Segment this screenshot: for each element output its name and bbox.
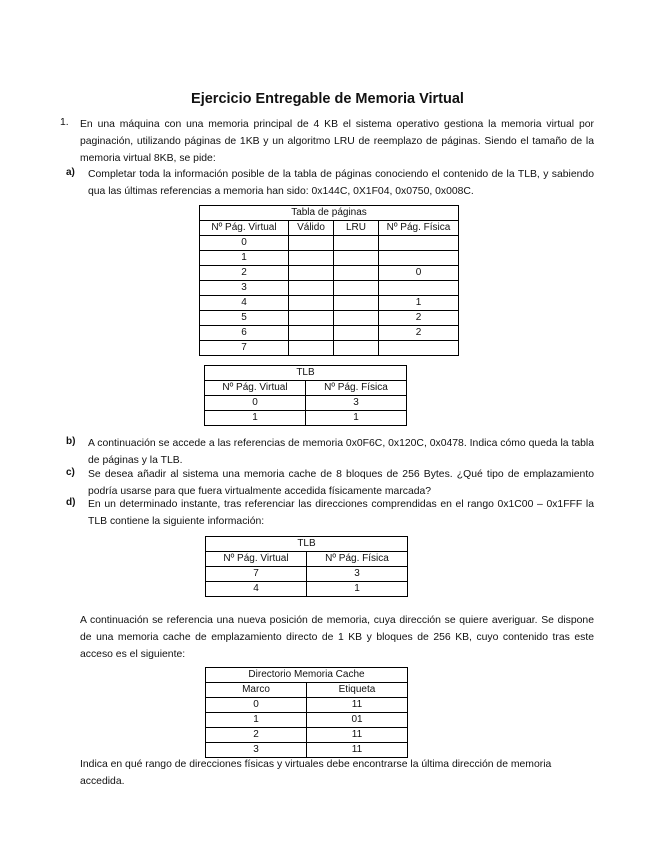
- item-d-text: En un determinado instante, tras referenciar las direcciones comprendidas en el rango 0x1C00 – 0x1FFF la TLB contiene la siguiente información:: [88, 499, 594, 527]
- tlb-header: Nº Pág. Virtual: [205, 381, 306, 396]
- cell-valid: [289, 296, 334, 311]
- cell-lru: [334, 311, 379, 326]
- cell-frame: 1: [206, 713, 307, 728]
- cache-header-row: [206, 683, 408, 698]
- page-table-row: [200, 281, 459, 296]
- cell-valid: [289, 236, 334, 251]
- page-table-row: [200, 266, 459, 281]
- cell-virtual-page: 5: [200, 311, 289, 326]
- page-table-row: [200, 311, 459, 326]
- cell-tag: 01: [307, 713, 408, 728]
- cell-virtual-page: 7: [206, 567, 307, 582]
- tlb-title: TLB: [206, 537, 408, 552]
- item-c-label: c): [66, 467, 75, 478]
- cell-physical-page: 2: [379, 311, 459, 326]
- cell-physical-page: 1: [307, 582, 408, 597]
- cell-valid: [289, 251, 334, 266]
- cell-virtual-page: 7: [200, 341, 289, 356]
- cell-frame: 3: [206, 743, 307, 758]
- cell-valid: [289, 341, 334, 356]
- cell-frame: 2: [206, 728, 307, 743]
- page-table-header-row: [200, 221, 459, 236]
- cell-frame: 0: [206, 698, 307, 713]
- page-table-header: LRU: [334, 221, 379, 236]
- tlb-row: [206, 582, 408, 597]
- tlb-row: [205, 396, 407, 411]
- cache-title: Directorio Memoria Cache: [206, 668, 408, 683]
- cell-lru: [334, 236, 379, 251]
- tlb-header: Nº Pág. Física: [307, 552, 408, 567]
- page-table-row: [200, 296, 459, 311]
- question-number: 1.: [60, 117, 69, 128]
- item-d-label: d): [66, 497, 76, 508]
- tlb-title: TLB: [205, 366, 407, 381]
- cell-virtual-page: 0: [205, 396, 306, 411]
- cell-physical-page: [379, 236, 459, 251]
- cell-lru: [334, 251, 379, 266]
- cell-physical-page: [379, 341, 459, 356]
- cache-header: Marco: [206, 683, 307, 698]
- page-table-row: [200, 236, 459, 251]
- item-a-label: a): [66, 167, 75, 178]
- cache-row: [206, 698, 408, 713]
- page-table: [199, 205, 459, 356]
- item-c-text: Se desea añadir al sistema una memoria cache de 8 bloques de 256 Bytes. ¿Qué tipo de emplazamiento podría usarse para que fuera virtualmente accedida físicamente marcada?: [88, 469, 594, 497]
- page-table-header: Nº Pág. Física: [379, 221, 459, 236]
- page-table-title: Tabla de páginas: [200, 206, 459, 221]
- tlb-header-row: [206, 552, 408, 567]
- page-table-row: [200, 251, 459, 266]
- cell-lru: [334, 266, 379, 281]
- cell-lru: [334, 326, 379, 341]
- tlb-title-row: [206, 537, 408, 552]
- cell-virtual-page: 1: [205, 411, 306, 426]
- cell-physical-page: 0: [379, 266, 459, 281]
- cell-physical-page: 3: [307, 567, 408, 582]
- cell-tag: 11: [307, 698, 408, 713]
- tlb-row: [206, 567, 408, 582]
- cell-physical-page: 3: [306, 396, 407, 411]
- cell-valid: [289, 311, 334, 326]
- final-question-text: Indica en qué rango de direcciones físicas y virtuales debe encontrarse la última dirección de memoria accedida.: [80, 759, 552, 787]
- cell-lru: [334, 296, 379, 311]
- tlb-header: Nº Pág. Virtual: [206, 552, 307, 567]
- item-a-text: Completar toda la información posible de la tabla de páginas conociendo el contenido de la TLB, y sabiendo qua las últimas referencias a memoria han sido: 0x144C, 0X1F04, 0x0750, 0x008C.: [88, 169, 594, 197]
- cache-row: [206, 713, 408, 728]
- cell-virtual-page: 1: [200, 251, 289, 266]
- page-table-title-row: [200, 206, 459, 221]
- cell-physical-page: 1: [306, 411, 407, 426]
- cell-virtual-page: 0: [200, 236, 289, 251]
- cell-virtual-page: 4: [206, 582, 307, 597]
- page-table-header: Nº Pág. Virtual: [200, 221, 289, 236]
- tlb-header: Nº Pág. Física: [306, 381, 407, 396]
- item-b-text: A continuación se accede a las referencias de memoria 0x0F6C, 0x120C, 0x0478. Indica cómo queda la tabla de páginas y la TLB.: [88, 438, 594, 466]
- cache-directory-table: [205, 667, 408, 758]
- cell-virtual-page: 2: [200, 266, 289, 281]
- cache-header: Etiqueta: [307, 683, 408, 698]
- tlb-table-1: [204, 365, 407, 426]
- cell-tag: 11: [307, 743, 408, 758]
- cell-physical-page: [379, 281, 459, 296]
- cell-valid: [289, 266, 334, 281]
- tlb-table-2: [205, 536, 408, 597]
- cell-tag: 11: [307, 728, 408, 743]
- cell-physical-page: [379, 251, 459, 266]
- page-table-row: [200, 341, 459, 356]
- question-1-text: En una máquina con una memoria principal de 4 KB el sistema operativo gestiona la memoria virtual por paginación, utilizando páginas de 1KB y un algoritmo LRU de reemplazo de páginas. Siendo el tamaño de la memoria virtual 8KB, se pide:: [80, 119, 594, 164]
- cell-physical-page: 1: [379, 296, 459, 311]
- item-b-label: b): [66, 436, 76, 447]
- cell-valid: [289, 326, 334, 341]
- cell-virtual-page: 3: [200, 281, 289, 296]
- cell-virtual-page: 6: [200, 326, 289, 341]
- tlb-title-row: [205, 366, 407, 381]
- cell-valid: [289, 281, 334, 296]
- item-d-continuation: A continuación se referencia una nueva posición de memoria, cuya dirección se quiere averiguar. Se dispone de una memoria cache de emplazamiento directo de 1 KB y bloques de 256 KB, cuyo contenido tras este acceso es el siguiente:: [80, 615, 594, 660]
- cache-row: [206, 728, 408, 743]
- cell-lru: [334, 341, 379, 356]
- cell-virtual-page: 4: [200, 296, 289, 311]
- cell-lru: [334, 281, 379, 296]
- cell-physical-page: 2: [379, 326, 459, 341]
- tlb-header-row: [205, 381, 407, 396]
- document-title: Ejercicio Entregable de Memoria Virtual: [191, 91, 464, 107]
- cache-title-row: [206, 668, 408, 683]
- page-table-row: [200, 326, 459, 341]
- tlb-row: [205, 411, 407, 426]
- page-table-header: Válido: [289, 221, 334, 236]
